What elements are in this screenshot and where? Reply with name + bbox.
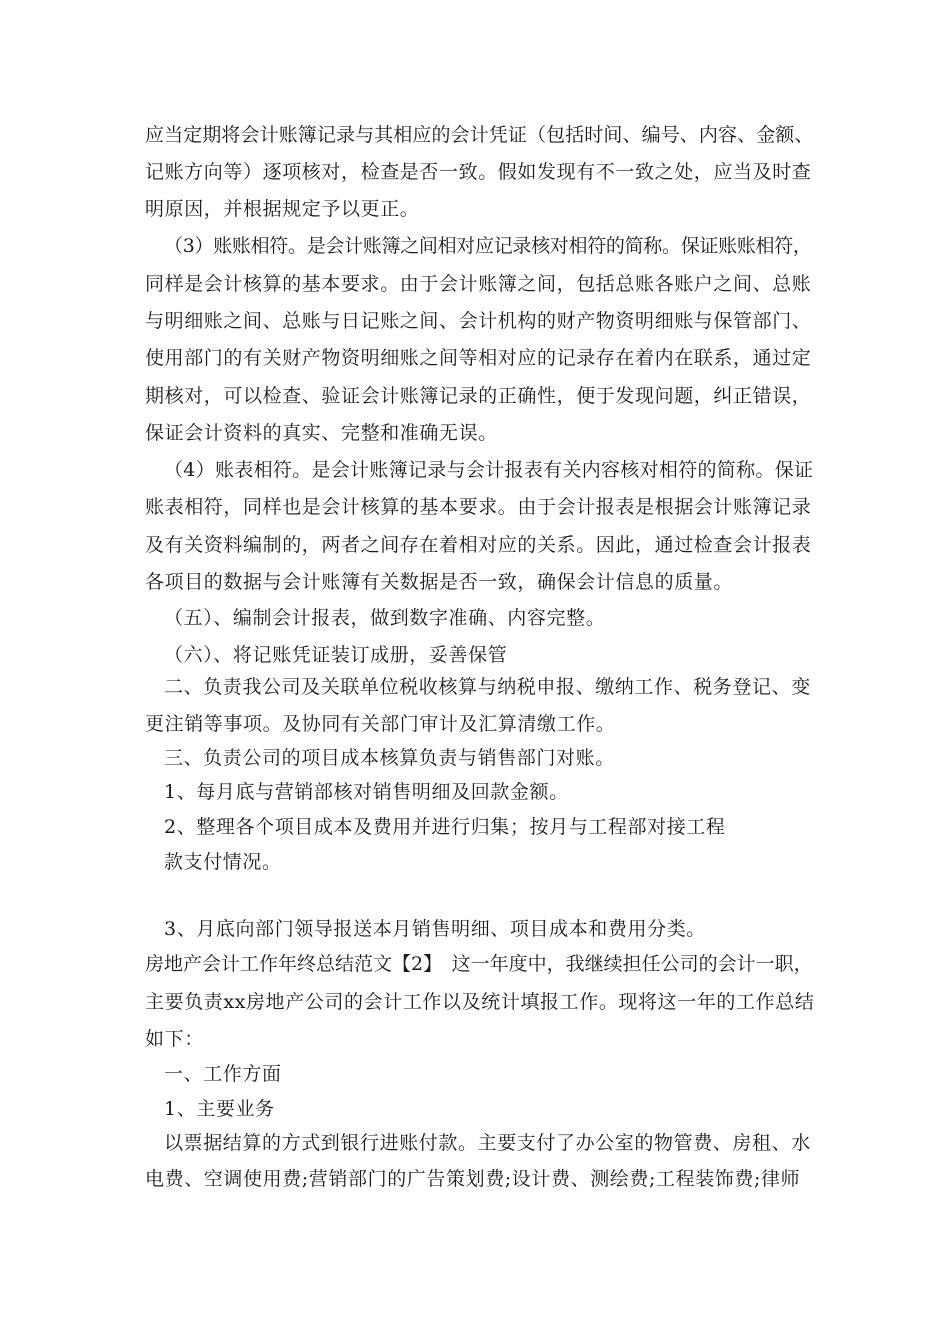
text-line: （4）账表相符。是会计账簿记录与会计报表有关内容核对相符的简称。保证 — [164, 459, 814, 481]
text-line: 款支付情况。 — [164, 851, 282, 873]
text-line: 更注销等事项。及协同有关部门审计及汇算清缴工作。 — [145, 713, 616, 735]
text-line: 账表相符，同样也是会计核算的基本要求。由于会计报表是根据会计账簿记录 — [145, 496, 812, 518]
text-line: 1、主要业务 — [164, 1098, 275, 1120]
text-line: 3、月底向部门领导报送本月销售明细、项目成本和费用分类。 — [164, 918, 706, 940]
text-line: 使用部门的有关财产物资明细账之间等相对应的记录存在着内在联系，通过定 — [145, 347, 812, 369]
text-line: 记账方向等）逐项核对，检查是否一致。假如发现有不一致之处，应当及时查 — [145, 161, 812, 183]
text-line: 三、负责公司的项目成本核算负责与销售部门对账。 — [164, 747, 615, 769]
text-line: 应当定期将会计账簿记录与其相应的会计凭证（包括时间、编号、内容、金额、 — [145, 124, 814, 146]
text-line: 二、负责我公司及关联单位税收核算与纳税申报、缴纳工作、税务登记、变 — [164, 676, 811, 698]
text-line: 电费、空调使用费;营销部门的广告策划费;设计费、测绘费;工程装饰费;律师 — [145, 1168, 801, 1190]
text-line: 一、工作方面 — [164, 1063, 282, 1085]
text-line: 房地产会计工作年终总结范文【2】 这一年度中，我继续担任公司的会计一职， — [145, 953, 813, 975]
text-line: 2、整理各个项目成本及费用并进行归集；按月与工程部对接工程 — [164, 816, 726, 838]
text-line: 明原因，并根据规定予以更正。 — [145, 198, 420, 220]
text-line: 各项目的数据与会计账簿有关数据是否一致，确保会计信息的质量。 — [145, 571, 734, 593]
text-line: 以票据结算的方式到银行进账付款。主要支付了办公室的物管费、房租、水 — [164, 1132, 811, 1154]
text-line: （3）账账相符。是会计账簿之间相对应记录核对相符的简称。保证账账相符， — [164, 235, 812, 257]
text-line: 保证会计资料的真实、完整和准确无误。 — [145, 422, 498, 444]
text-line: （六）、将记账凭证装订成册，妥善保管 — [164, 644, 508, 666]
text-line: 1、每月底与营销部核对销售明细及回款金额。 — [164, 781, 569, 803]
text-line: 主要负责xx房地产公司的会计工作以及统计填报工作。现将这一年的工作总结 — [145, 991, 815, 1013]
text-line: 与明细账之间、总账与日记账之间、会计机构的财产物资明细账与保管部门、 — [145, 310, 812, 332]
text-line: （五）、编制会计报表，做到数字准确、内容完整。 — [164, 607, 606, 629]
text-line: 如下： — [145, 1028, 204, 1050]
text-line: 期核对，可以检查、验证会计账簿记录的正确性，便于发现问题，纠正错误， — [145, 385, 812, 407]
text-line: 同样是会计核算的基本要求。由于会计账簿之间，包括总账各账户之间、总账 — [145, 273, 812, 295]
text-line: 及有关资料编制的，两者之间存在着相对应的关系。因此，通过检查会计报表 — [145, 534, 812, 556]
